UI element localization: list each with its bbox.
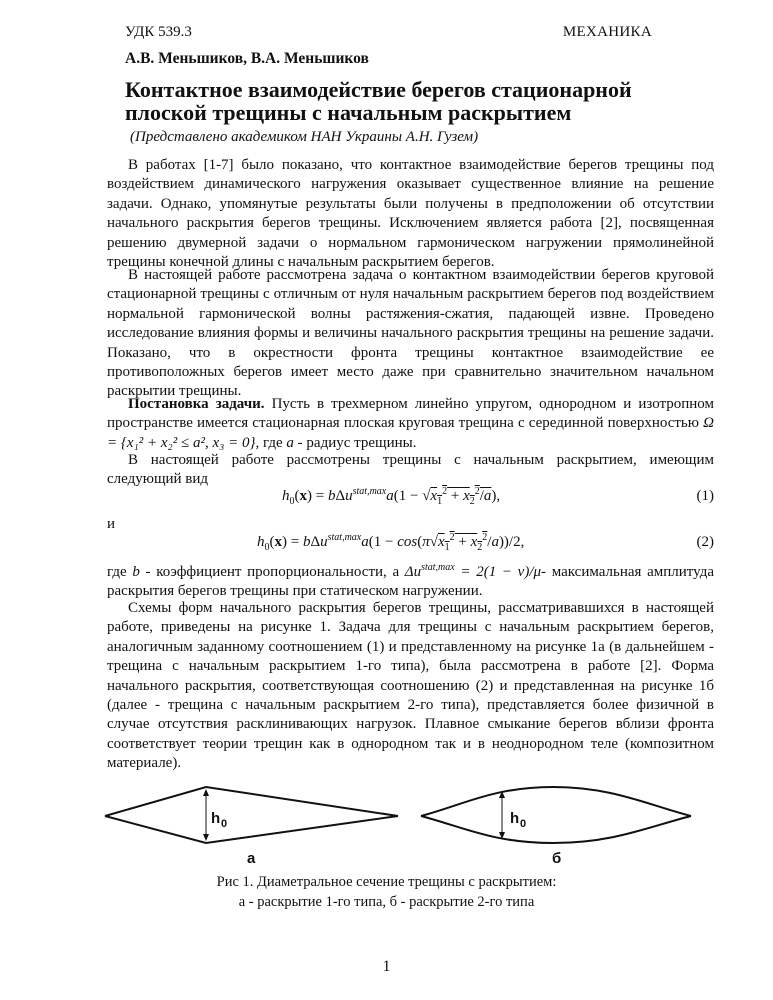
paragraph-text: Схемы форм начального раскрытия берегов трещины, рассматривавшихся в настоящей работе, приведены на рисунке 1. Задача для трещины с начальным раскрытием берегов, аналогичным заданному соотношением (1) и представленному на рисунке 1а (в дальнейшем - трещина с начальным раскрытием 1-го типа), была рассмотрена в работе [2]. Форма начального раскрытия, соответствующая соотношению (2) и представленная на рисунке 1б (далее - трещина с начальным раскрытием 2-го типа), представляется более физичной в случае отсутствия расклинивающих нагрузок. Плавное смыкание берегов вблизи фронта соответствует теории трещин как в однородном так и в неоднородном теле (композитном материале). [107, 600, 714, 772]
crack-a-h-subscript: 0 [221, 818, 228, 830]
coef-text-c: - максимальная амплитуда раскрытия берегов трещины при статическом нагружении. [107, 564, 715, 600]
crack-b-h-subscript: 0 [520, 818, 527, 830]
formula-1-expression: $h_0(x) = b\Delta u^{stat,max}a(1 - √x_1^2 + x_2^2/a)$, [282, 486, 501, 507]
coef-text-a: где [107, 564, 133, 580]
presented-by: (Представлено академиком НАН Украины А.Н. Гузем) [130, 129, 479, 145]
problem-text-a: Пусть в трехмерном линейно упругом, однородном и изотропном пространстве имеется стационарная плоская круговая трещина с серединной поверхностью [107, 396, 714, 432]
coef-variable: b [132, 564, 140, 580]
problem-text-b: , где [255, 434, 287, 451]
page-number: 1 [382, 958, 391, 975]
paragraph-coefficient [107, 563, 714, 602]
paragraph-text: В настоящей работе рассмотрены трещины с начальным раскрытием, имеющим следующий вид [107, 452, 714, 488]
paragraph-figure-schemes [107, 599, 714, 774]
crack-a-arrow-up [203, 789, 209, 796]
section-name: МЕХАНИКА [562, 24, 652, 40]
paragraph-present-work [107, 266, 714, 402]
paragraph-intro [107, 156, 714, 272]
formula-2-number: (2) [696, 534, 714, 550]
delta-u-superscript: stat,max [421, 562, 455, 573]
figure-a-label: а [247, 850, 256, 867]
article-title: Контактное взаимодействие берегов стационарной плоской трещины с начальным раскрытием [125, 77, 632, 125]
paragraph-problem-statement [107, 395, 714, 453]
crack-a-lower-edge [105, 816, 398, 843]
paragraph-text [107, 395, 714, 453]
paragraph-text: В работах [1-7] было показано, что контактное взаимодействие берегов трещины под воздействием динамического нагружения оказывает существенное влияние на решение задачи. Однако, упомянутые результаты были получены в предположении об отсутствии начального раскрытия берегов трещины. Исключением является работа [2], посвященная решению двумерной задачи о нормальном гармоническом нагружении прямолинейной трещины конечной длины с начальным раскрытием берегов. [107, 157, 714, 271]
problem-text-c: - радиус трещины. [293, 434, 417, 451]
delta-u: Δu [404, 564, 422, 580]
crack-b-lower-edge [421, 816, 691, 843]
figure-a-diamond-crack [105, 787, 398, 843]
crack-a-h-label: h [211, 810, 221, 827]
paragraph-text [107, 563, 714, 602]
figure-crack-sections [103, 785, 723, 870]
problem-statement-heading: Постановка задачи. [128, 396, 265, 412]
crack-a-arrow-down [203, 834, 209, 841]
formula-1-number: (1) [696, 488, 714, 504]
authors: А.В. Меньшиков, В.А. Меньшиков [125, 50, 369, 67]
formula-2-expression: $h_0(x) = b\Delta u^{stat,max}a(1 - \cos(\pi√x_1^2 + x_2^2/a))/2$, [257, 532, 525, 553]
crack-b-h-label: h [510, 810, 520, 827]
conjunction-and: и [107, 516, 116, 532]
crack-a-upper-edge [105, 787, 398, 816]
figure-caption [0, 872, 773, 912]
udk-code: УДК 539.3 [125, 24, 192, 40]
coef-text-b: - коэффициент пропорциональности, а [139, 564, 405, 580]
paragraph-text: В настоящей работе рассмотрена задача о контактном взаимодействии берегов круговой стационарной трещины с отличным от нуля начальным раскрытием берегов под воздействием нормальной гармонической волны растяжения-сжатия, падающей извне. Проведено исследование влияния формы и величины начального раскрытия трещины на решение задачи. Показано, что в окрестности фронта трещины контактное взаимодействие ее противоположных берегов имеет место даже при сравнительно значительном начальном раскрытии трещины. [107, 267, 714, 400]
figure-b-label: б [552, 850, 562, 867]
paragraph-cracks-considered [107, 451, 714, 490]
caption-line-1: Рис 1. Диаметральное сечение трещины с раскрытием: [216, 874, 557, 890]
figure-b-smooth-crack [421, 787, 691, 843]
radius-variable: a [286, 434, 294, 451]
domain-omega: Ω = {x₁² + x₂² ≤ a², x₃ = 0} [107, 415, 714, 451]
caption-line-2: а - раскрытие 1-го типа, б - раскрытие 2-го типа [238, 894, 535, 910]
crack-b-upper-edge [421, 787, 691, 816]
delta-u-equation: = 2(1 − ν)/μ [454, 564, 542, 580]
